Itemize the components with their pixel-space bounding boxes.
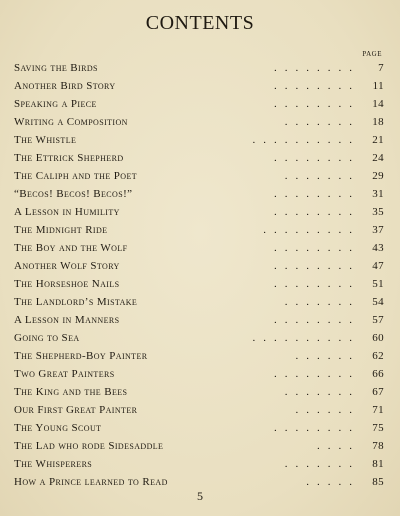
toc-entry-title: The Boy and the Wolf bbox=[14, 242, 128, 254]
toc-entry-page: 66 bbox=[372, 368, 384, 380]
toc-entry-page: 85 bbox=[372, 476, 384, 488]
toc-entry-page: 29 bbox=[372, 170, 384, 182]
dot-leader: ........ bbox=[274, 98, 360, 110]
toc-entry-page: 57 bbox=[372, 314, 384, 326]
toc-entry bbox=[14, 455, 384, 473]
dot-leader: ...... bbox=[295, 404, 360, 416]
dot-leader: .......... bbox=[252, 332, 360, 344]
toc-entry-page: 14 bbox=[372, 98, 384, 110]
toc-entry bbox=[14, 77, 384, 95]
page-column-label: PAGE bbox=[362, 50, 382, 58]
toc-entry-page: 51 bbox=[372, 278, 384, 290]
toc-entry bbox=[14, 185, 384, 203]
toc-entry bbox=[14, 167, 384, 185]
toc-entry-title: Two Great Painters bbox=[14, 368, 115, 380]
toc-entry-title: The Horseshoe Nails bbox=[14, 278, 120, 290]
dot-leader: ........ bbox=[274, 62, 360, 74]
dot-leader: ........ bbox=[274, 422, 360, 434]
toc-entry-title: How a Prince learned to Read bbox=[14, 476, 168, 488]
toc-entry bbox=[14, 311, 384, 329]
toc-entry bbox=[14, 293, 384, 311]
toc-entry bbox=[14, 203, 384, 221]
toc-entry bbox=[14, 95, 384, 113]
page-title: CONTENTS bbox=[145, 12, 255, 34]
toc-entry bbox=[14, 437, 384, 455]
toc-entry-title: The King and the Bees bbox=[14, 386, 128, 398]
toc-entry bbox=[14, 239, 384, 257]
dot-leader: ........ bbox=[274, 260, 360, 272]
page-number: 5 bbox=[197, 489, 203, 503]
toc-entry-page: 71 bbox=[372, 404, 384, 416]
dot-leader: ........ bbox=[274, 152, 360, 164]
toc-entry-page: 7 bbox=[378, 62, 384, 74]
toc-entry-title: The Young Scout bbox=[14, 422, 102, 434]
toc-entry-title: Writing a Composition bbox=[14, 116, 128, 128]
toc-entry-page: 18 bbox=[372, 116, 384, 128]
toc-entry-title: The Lad who rode Sidesaddle bbox=[14, 440, 164, 452]
dot-leader: ....... bbox=[284, 458, 360, 470]
toc-entry-page: 11 bbox=[372, 80, 384, 92]
toc-entry-title: Another Bird Story bbox=[14, 80, 116, 92]
dot-leader: ....... bbox=[284, 386, 360, 398]
toc-entry-page: 60 bbox=[372, 332, 384, 344]
toc-entry-page: 31 bbox=[372, 188, 384, 200]
toc-entry-title: The Midnight Ride bbox=[14, 224, 108, 236]
toc-entry-page: 78 bbox=[372, 440, 384, 452]
toc-entry-page: 37 bbox=[372, 224, 384, 236]
toc-entry-page: 75 bbox=[372, 422, 384, 434]
toc-entry bbox=[14, 59, 384, 77]
toc-entry bbox=[14, 419, 384, 437]
toc-entry bbox=[14, 329, 384, 347]
toc-entry bbox=[14, 221, 384, 239]
toc-entry-page: 67 bbox=[372, 386, 384, 398]
toc-entry-title: The Ettrick Shepherd bbox=[14, 152, 124, 164]
dot-leader: ....... bbox=[284, 170, 360, 182]
dot-leader: ..... bbox=[306, 476, 360, 488]
toc-entry-title: Another Wolf Story bbox=[14, 260, 120, 272]
toc-entry bbox=[14, 401, 384, 419]
dot-leader: ........ bbox=[274, 368, 360, 380]
toc-entry-title: The Whisperers bbox=[14, 458, 93, 470]
toc-entry-title: Our First Great Painter bbox=[14, 404, 138, 416]
toc-entry-title: A Lesson in Humility bbox=[14, 206, 120, 218]
toc-entry bbox=[14, 383, 384, 401]
toc-entry-title: The Caliph and the Poet bbox=[14, 170, 138, 182]
dot-leader: ........ bbox=[274, 314, 360, 326]
dot-leader: ........ bbox=[274, 242, 360, 254]
dot-leader: .... bbox=[317, 440, 360, 452]
toc-entry bbox=[14, 347, 384, 365]
toc-entry-page: 43 bbox=[372, 242, 384, 254]
dot-leader: ...... bbox=[295, 350, 360, 362]
dot-leader: ....... bbox=[284, 116, 360, 128]
dot-leader: ........ bbox=[274, 278, 360, 290]
dot-leader: ........ bbox=[274, 188, 360, 200]
toc-entry-page: 24 bbox=[372, 152, 384, 164]
toc-entry-title: The Shepherd-Boy Painter bbox=[14, 350, 148, 362]
toc-entry-page: 35 bbox=[372, 206, 384, 218]
toc-entry-title: The Landlord’s Mistake bbox=[14, 296, 138, 308]
toc-entry-page: 54 bbox=[372, 296, 384, 308]
toc-entry-title: “Becos! Becos! Becos!” bbox=[14, 188, 133, 200]
toc-entry bbox=[14, 365, 384, 383]
toc-entry-page: 62 bbox=[372, 350, 384, 362]
toc-entry bbox=[14, 113, 384, 131]
dot-leader: .......... bbox=[252, 134, 360, 146]
toc-entry bbox=[14, 275, 384, 293]
toc-entry-page: 21 bbox=[372, 134, 384, 146]
table-of-contents bbox=[14, 59, 384, 491]
toc-entry-title: A Lesson in Manners bbox=[14, 314, 120, 326]
toc-entry-title: The Whistle bbox=[14, 134, 77, 146]
toc-entry-title: Saving the Birds bbox=[14, 62, 98, 74]
toc-entry bbox=[14, 257, 384, 275]
dot-leader: ........ bbox=[274, 206, 360, 218]
toc-entry bbox=[14, 131, 384, 149]
dot-leader: ........ bbox=[274, 80, 360, 92]
dot-leader: ......... bbox=[263, 224, 360, 236]
toc-entry-title: Speaking a Piece bbox=[14, 98, 97, 110]
toc-entry-page: 47 bbox=[372, 260, 384, 272]
toc-entry-title: Going to Sea bbox=[14, 332, 80, 344]
toc-entry-page: 81 bbox=[372, 458, 384, 470]
dot-leader: ....... bbox=[284, 296, 360, 308]
toc-entry bbox=[14, 149, 384, 167]
